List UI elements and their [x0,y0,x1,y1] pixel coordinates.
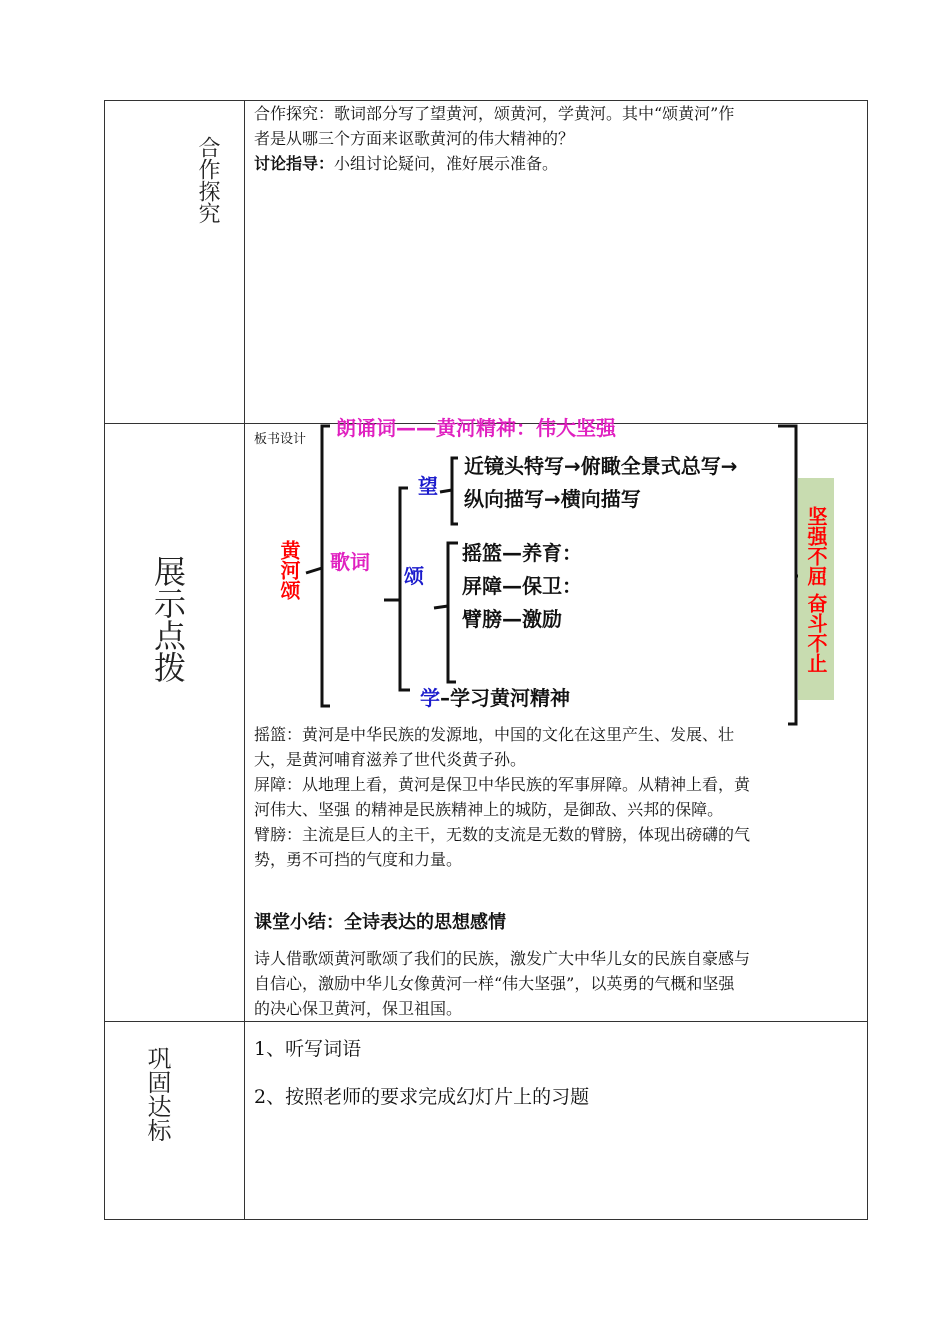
diagram-song: 颂 [404,564,424,588]
row-label-presentation: 展示点拨 [149,555,187,683]
geci-brace [400,488,410,690]
row-label-consolidation: 巩固达标 [143,1046,171,1142]
exercise-item-2: 2、按照老师的要求完成幻灯片上的习题 [254,1086,590,1108]
note-line-4: 河伟大、坚强 的精神是民族精神上的城防，是御敌、兴邦的保障。 [254,800,724,819]
outer-left-brace [322,426,330,706]
note-line-1: 摇篮：黄河是中华民族的发源地，中国的文化在这里产生、发展、壮 [254,725,735,744]
diagram-xue-text: –学习黄河精神 [440,686,570,710]
note-line-5: 臂膀：主流是巨人的主干，无数的支流是无数的臂膀，体现出磅礴的气 [254,825,751,844]
summary-line-3: 的决心保卫黄河，保卫祖国。 [254,999,463,1018]
wang-line-1: 近镜头特写→俯瞰全景式总写→ [464,454,738,478]
note-line-3: 屏障：从地理上看，黄河是保卫中华民族的军事屏障。从精神上看，黄 [254,775,751,794]
summary-line-1: 诗人借歌颂黄河歌颂了我们的民族，激发广大中华儿女的民族自豪感与 [254,949,751,968]
diagram-geci: 歌词 [330,550,370,574]
exercise-item-1: 1、听写词语 [254,1038,362,1060]
right-brace [778,426,796,724]
discussion-guide-label: 讨论指导： [254,154,335,173]
inquiry-line-2: 者是从哪三个方面来讴歌黄河的伟大精神的？ [254,129,575,148]
discussion-guide-text: 小组讨论疑问，准好展示准备。 [334,154,559,173]
inquiry-line-1: 合作探究：歌词部分写了望黄河，颂黄河，学黄河。其中“颂黄河”作 [254,104,735,123]
wang-brace-tip [440,490,452,492]
diagram-xue-line [420,682,570,711]
song-item-arm: 臂膀—激励 [462,607,562,631]
diagram-xue: 学 [420,686,440,710]
outer-brace-tip [306,568,322,573]
diagram-wang: 望 [418,474,438,498]
wang-brace [452,458,458,524]
diagram-title: 朗诵词——黄河精神：伟大坚强 [336,416,616,440]
song-item-cradle: 摇篮—养育： [462,541,582,565]
diagram-root-huanghe-song: 黄河颂 [277,540,301,600]
spirit-box: 坚强不屈 奋斗不止 [798,478,834,700]
song-brace [448,543,458,682]
wang-line-2: 纵向描写→横向描写 [464,487,641,511]
summary-line-2: 自信心，激励中华儿女像黄河一样“伟大坚强”，以英勇的气概和坚强 [254,974,735,993]
note-line-6: 势，勇不可挡的气度和力量。 [254,850,463,869]
note-line-2: 大，是黄河哺育滋养了世代炎黄子孙。 [254,750,527,769]
board-design-label: 板书设计 [254,432,307,447]
song-brace-tip [434,606,448,608]
summary-title: 课堂小结：全诗表达的思想感情 [254,912,506,933]
row-label-cooperative-inquiry: 合作探究 [195,136,220,224]
song-item-barrier: 屏障—保卫： [462,574,582,598]
